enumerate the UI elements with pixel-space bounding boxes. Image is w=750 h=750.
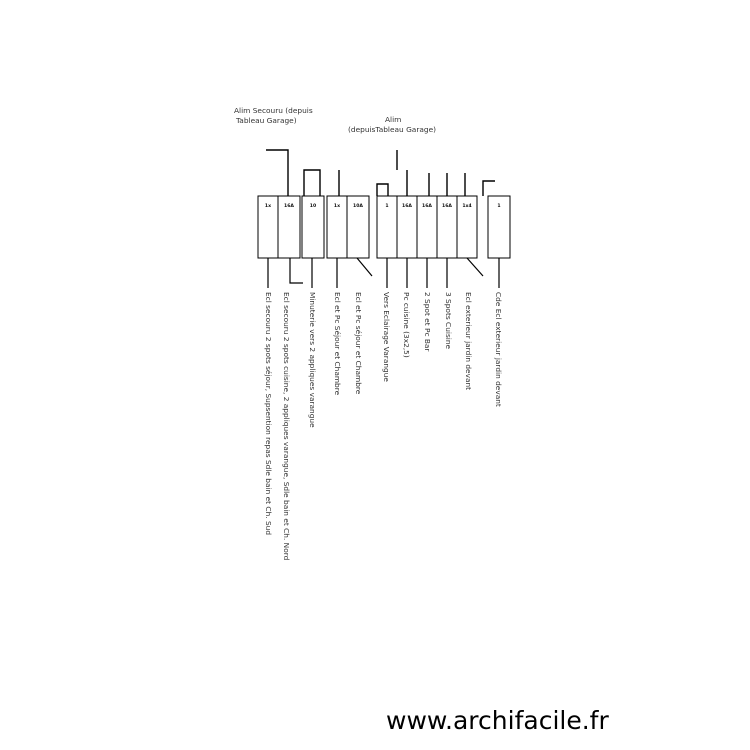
circuit-label: Pc cuisine (3x2,5) xyxy=(402,292,411,358)
breaker-rating: 1 xyxy=(385,204,389,209)
circuit-label: Ecl et Pc séjour et Chambre xyxy=(354,292,363,395)
circuit-labels xyxy=(264,292,503,561)
output-wires xyxy=(268,258,499,288)
breaker-groups xyxy=(258,196,510,258)
supply-wires xyxy=(266,150,495,196)
breaker-rating: 1x4 xyxy=(462,204,472,209)
header-secouru-line2: Tableau Garage) xyxy=(236,116,297,125)
circuit-label: 3 Spots Cuisine xyxy=(444,292,453,350)
circuit-label: 2 Spot et Pc Bar xyxy=(423,292,432,352)
circuit-label: Minuterie vers 2 appliques varangue xyxy=(308,292,317,428)
breaker-rating: 16A xyxy=(284,204,294,209)
breaker-rating: 16A xyxy=(422,204,432,209)
breaker-rating: 10A xyxy=(353,204,363,209)
breaker-rating: 1x xyxy=(333,204,341,209)
breaker-rating: 10 xyxy=(309,204,317,209)
header-alim-line1: Alim xyxy=(385,115,402,124)
breaker-rating: 16A xyxy=(442,204,452,209)
circuit-label: Ecl secouru 2 spots séjour, Supsention repas Sdle bain et Ch. Sud xyxy=(264,292,273,536)
circuit-label: Ecl exterieur jardin devant xyxy=(464,292,473,391)
circuit-label: Vers Eclairage Varangue xyxy=(382,292,391,382)
header-secouru-line1: Alim Secouru (depuis xyxy=(234,106,313,115)
breaker-rating: 16A xyxy=(402,204,412,209)
breaker-rating: 1 xyxy=(497,204,501,209)
circuit-label: Cde Ecl exterieur jardin devant xyxy=(494,292,503,407)
header-alim-line2: (depuisTableau Garage) xyxy=(348,125,437,134)
breaker-rating: 1x xyxy=(264,204,272,209)
circuit-label: Ecl secouru 2 spots cuisine, 2 appliques varangue, Sdle bain et Ch. Nord xyxy=(282,292,291,561)
watermark: www.archifacile.fr xyxy=(386,706,609,735)
circuit-label: Ecl et Pc Séjour et Chambre xyxy=(333,292,342,396)
